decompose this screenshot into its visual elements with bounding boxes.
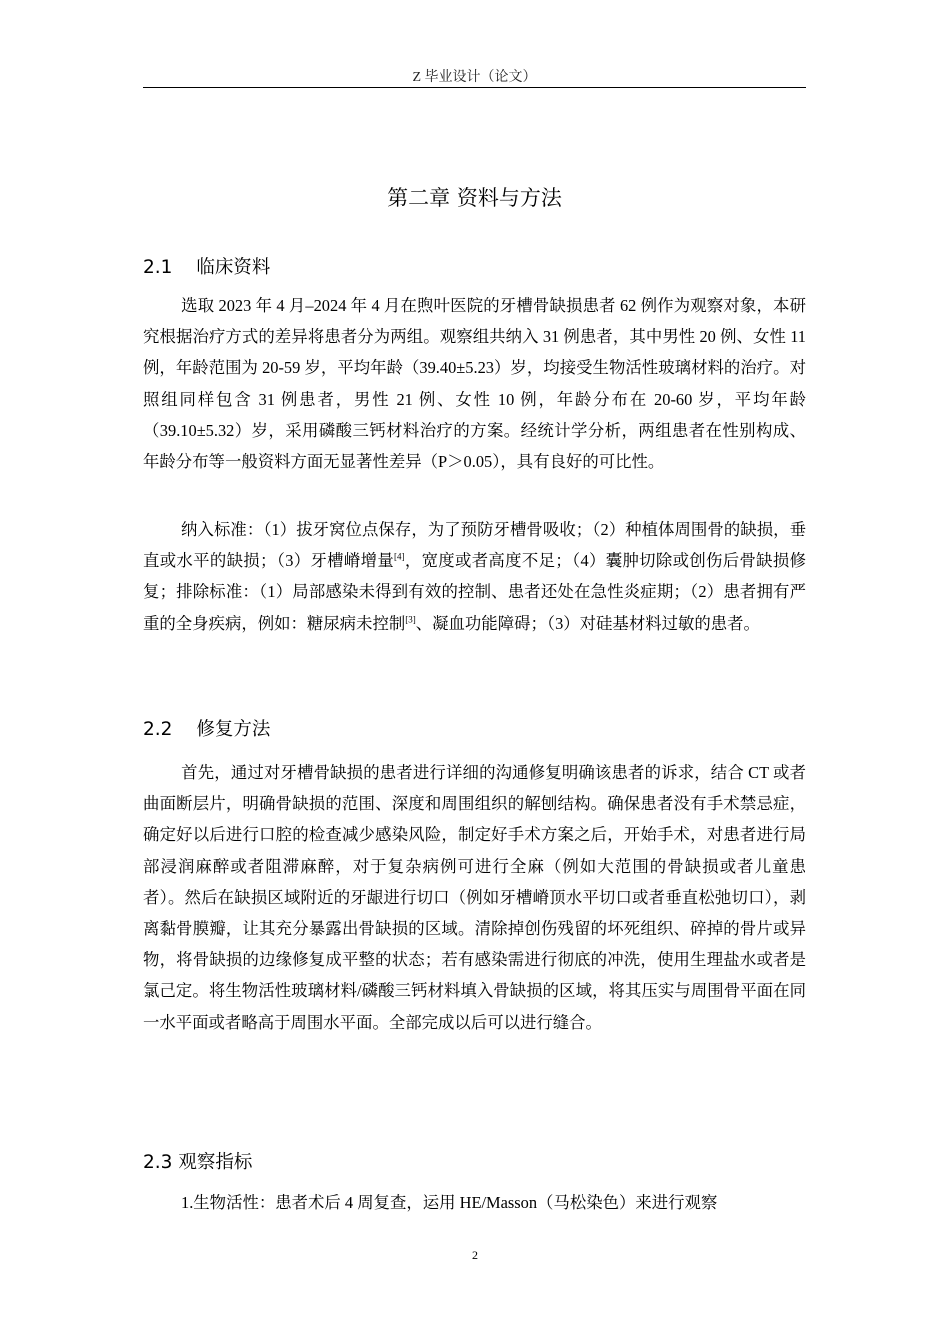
paragraph-bioactivity [143, 1187, 806, 1218]
section-number: 2.2 [143, 719, 173, 740]
paragraph-repair-method [143, 757, 806, 1038]
page-number: 2 [472, 1248, 478, 1262]
running-header: Z 毕业设计（论文） [412, 70, 537, 85]
section-title: 临床资料 [196, 257, 271, 278]
paragraph-text: 纳入标准：（1）拔牙窝位点保存，为了预防牙槽骨吸收；（2）种植体周围骨的缺损，垂直或水平的缺损；（3）牙槽嵴增量 [143, 520, 806, 571]
header-rule [143, 87, 806, 88]
paragraph-text: 1.生物活性：患者术后 4 周复查，运用 HE/Masson（马松染色）来进行观察 [181, 1193, 718, 1212]
paragraph-text: ，宽度或者高度不足；（4）囊肿切除或创伤后骨缺损修复；排除标准：（1）局部感染未得到有效的控制、患者还处在急性炎症期；（2）患者拥有严重的全身疾病，例如：糖尿病未控制 [143, 551, 806, 633]
section-heading-2-2 [143, 715, 270, 741]
paragraph-text: 、凝血功能障碍；（3）对硅基材料过敏的患者。 [415, 613, 760, 633]
paragraph-criteria [143, 514, 806, 639]
section-title: 修复方法 [196, 719, 271, 740]
section-title: 观察指标 [178, 1152, 253, 1173]
section-number: 2.3 [143, 1152, 173, 1173]
section-number: 2.1 [143, 257, 173, 278]
paragraph-text: 选取 2023 年 4 月–2024 年 4 月在煦叶医院的牙槽骨缺损患者 62 例作为观察对象，本研究根据治疗方式的差异将患者分为两组。观察组共纳入 31 例患者，其中男性 20 例、女性 11 例，年龄范围为 20-59 岁，平均年龄（39.40±5.23）岁，均接受生物活性玻璃材料的治疗。对照组同样包含 31 例患者，男性 21 例、女性 10 例，年龄分布在 20-60 岁，平均年龄（39.10±5.32）岁，采用磷酸三钙材料治疗的方案。经统计学分析，两组患者在性别构成、年龄分布等一般资料方面无显著性差异（P＞0.05），具有良好的可比性。 [143, 296, 806, 472]
chapter-title: 第二章 资料与方法 [387, 186, 562, 210]
paragraph-clinical-data [143, 290, 806, 477]
paragraph-text: 首先，通过对牙槽骨缺损的患者进行详细的沟通修复明确该患者的诉求，结合 CT 或者曲面断层片，明确骨缺损的范围、深度和周围组织的解刨结构。确保患者没有手术禁忌症，确定好以后进行口腔的检查减少感染风险，制定好手术方案之后，开始手术，对患者进行局部浸润麻醉或者阻滞麻醉，对于复杂病例可进行全麻（例如大范围的骨缺损或者儿童患者）。然后在缺损区域附近的牙龈进行切口（例如牙槽嵴顶水平切口或者垂直松弛切口），剥离黏骨膜瓣，让其充分暴露出骨缺损的区域。清除掉创伤残留的坏死组织、碎掉的骨片或异物，将骨缺损的边缘修复成平整的状态；若有感染需进行彻底的冲洗，使用生理盐水或者是氯己定。将生物活性玻璃材料/磷酸三钙材料填入骨缺损的区域，将其压实与周围骨平面在同一水平面或者略高于周围水平面。全部完成以后可以进行缝合。 [143, 763, 806, 1032]
section-heading-2-3 [143, 1148, 252, 1174]
section-heading-2-1 [143, 253, 270, 279]
citation-ref: [3] [405, 614, 416, 625]
citation-ref: [4] [394, 551, 405, 562]
